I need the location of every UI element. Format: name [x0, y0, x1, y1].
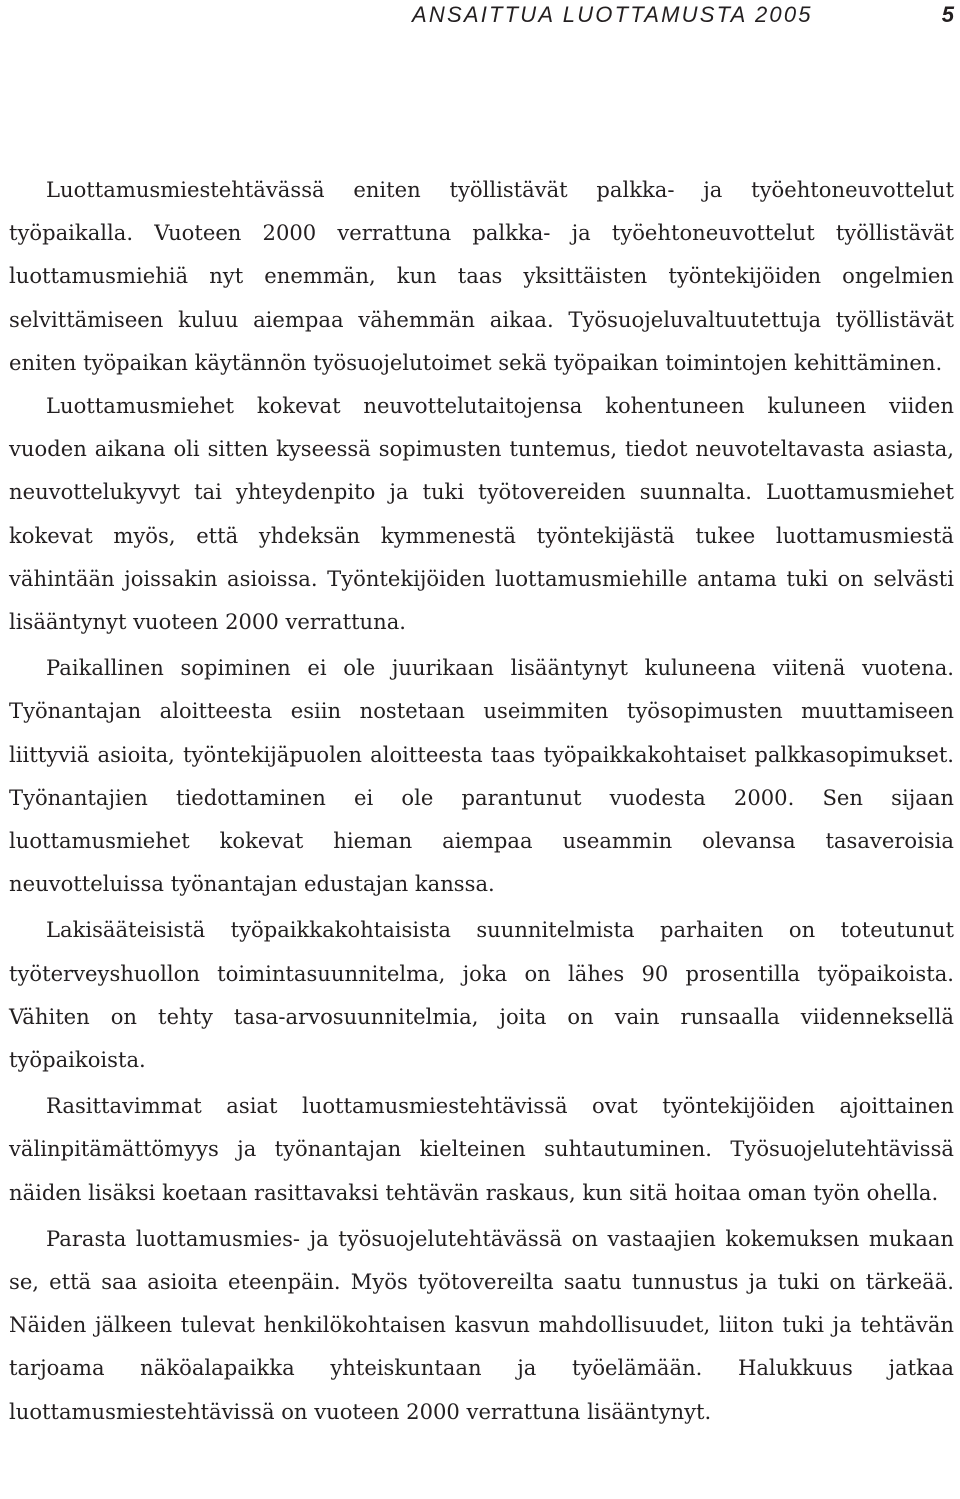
paragraph-workplace-plans: Lakisääteisistä työpaikkakohtaisista suunnitelmista parhaiten on toteutunut työterveyshuollon toimintasuunnitelma, joka on lähes 90 prosentilla työpaikoista. Vähiten on tehty tasa-arvosuunnitelmia, joita on vain runsaalla viidenneksellä työpaikoista.: [9, 917, 954, 1073]
page-number: 5: [941, 2, 954, 27]
running-header: [0, 0, 960, 40]
paragraph-best-aspects: Parasta luottamusmies- ja työsuojelutehtävässä on vastaajien kokemuksen mukaan se, että saa asioita eteenpäin. Myös työtovereilta saatu tunnustus ja tuki on tärkeää. Näiden jälkeen tulevat henkilökohtaisen kasvun mahdollisuudet, liiton tuki ja tehtävän tarjoama näköalapaikka yhteiskuntaan ja työelämään. Halukkuus jatkaa luottamusmiestehtävissä on vuoteen 2000 verrattuna lisääntynyt.: [9, 1225, 954, 1424]
paragraph-burdens: Rasittavimmat asiat luottamusmiestehtävissä ovat työntekijöiden ajoittainen välinpitämättömyys ja työnantajan kielteinen suhtautuminen. Työsuojelutehtävissä näiden lisäksi koetaan rasittavaksi tehtävän raskaus, kun sitä hoitaa oman työn ohella.: [9, 1093, 954, 1205]
paragraph-local-agreements: Paikallinen sopiminen ei ole juurikaan lisääntynyt kuluneena viitenä vuotena. Työnantajan aloitteesta esiin nostetaan useimmiten työsopimusten muuttamiseen liittyviä asioita, työntekijäpuolen aloitteesta taas työpaikkakohtaiset palkkasopimukset. Työnantajien tiedottaminen ei ole parantunut vuodesta 2000. Sen sijaan luottamusmiehet kokevat hieman aiempaa useammin olevansa tasaveroisia neuvotteluissa työnantajan edustajan kanssa.: [9, 655, 954, 897]
paragraph-workload: Luottamusmiestehtävässä eniten työllistävät palkka- ja työehtoneuvottelut työpaikalla. Vuoteen 2000 verrattuna palkka- ja työehtoneuvottelut työllistävät luottamusmiehiä nyt enemmän, kun taas yksittäisten työntekijöiden ongelmien selvittämiseen kuluu aiempaa vähemmän aikaa. Työsuojeluvaltuutettuja työllistävät eniten työpaikan käytännön työsuojelutoimet sekä työpaikan toimintojen kehittäminen.: [9, 177, 954, 375]
body-text: [9, 168, 954, 1433]
running-header-title: ANSAITTUA LUOTTAMUSTA 2005: [412, 2, 813, 27]
paragraph-negotiation-skills: Luottamusmiehet kokevat neuvottelutaitojensa kohentuneen kuluneen viiden vuoden aikana oli sitten kyseessä sopimusten tuntemus, tiedot neuvoteltavasta asiasta, neuvottelukyvyt tai yhteydenpito ja tuki työtovereiden suunnalta. Luottamusmiehet kokevat myös, että yhdeksän kymmenestä työntekijästä tukee luottamusmiestä vähintään joissakin asioissa. Työntekijöiden luottamusmiehille antama tuki on selvästi lisääntynyt vuoteen 2000 verrattuna.: [9, 393, 954, 635]
